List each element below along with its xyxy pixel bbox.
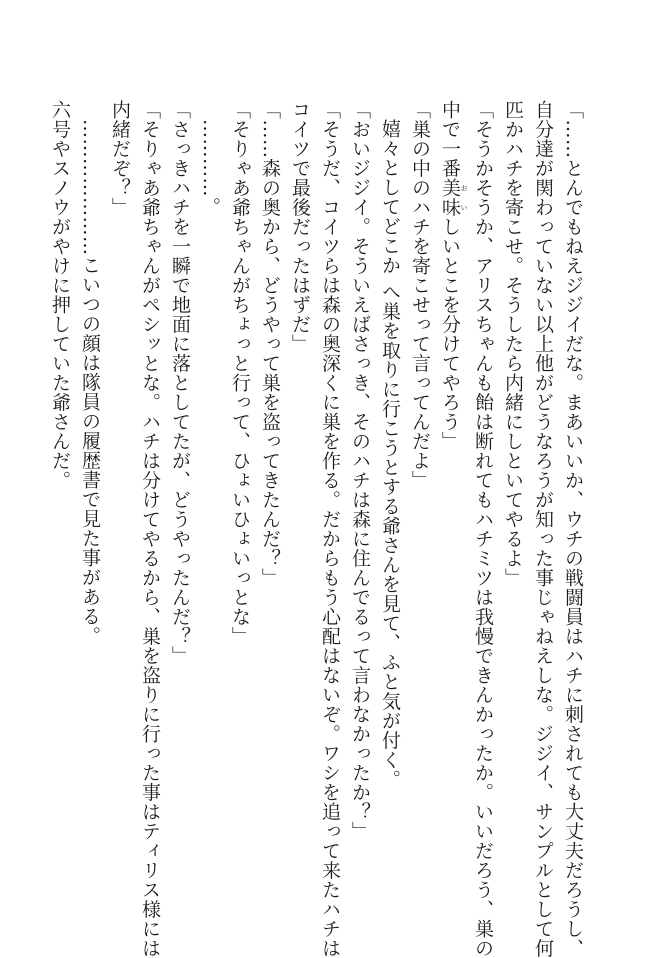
text-line: 六号やスノウがやけに押していた爺さんだ。 — [49, 100, 71, 490]
text-line: 「そりゃあ爺ちゃんがちょっと行って、ひょいひょいっとな」 — [229, 100, 251, 646]
vertical-text-block — [45, 100, 588, 958]
text-line: 「……森の奥から、どうやって巣を盗ってきたんだ？」 — [259, 100, 281, 588]
ruby-reading: おい — [460, 178, 468, 217]
text-line: 自分達が関わっていない以上他がどうなろうが知った事じゃねえしな。ジジイ、サンプルとして何 — [532, 100, 554, 958]
ruby-annotation — [439, 178, 468, 217]
text-line: 「おいジジイ。そういえばさっき、そのハチは森に住んでるって言わなかったか？」 — [349, 100, 371, 841]
text-line: 内緒だぞ？」 — [109, 100, 131, 217]
text-segment: 中で一番 — [439, 100, 461, 178]
ruby-base: 美味 — [439, 178, 461, 217]
text-line: 嬉々としてどこか へ巣を取りに行こうとする爺さんを見て、ふと気が付く。 — [379, 119, 401, 789]
text-line: 「……とんでもねえジジイだな。まあいいか、ウチの戦闘員はハチに刺されても大丈夫だろうし、 — [562, 100, 584, 958]
text-line: 「さっきハチを一瞬で地面に落としてたが、どうやったんだ？」 — [169, 100, 191, 666]
text-line-with-ruby — [435, 100, 468, 860]
text-line: 「そうかそうか、アリスちゃんも飴は断れてもハチミツは我慢できんかったか。いいだろう、巣の — [472, 100, 494, 958]
text-line: 匹かハチを寄こせ。そうしたら内緒にしといてやるよ」 — [502, 100, 524, 588]
text-line: 「巣の中のハチを寄こせって言ってんだよ」 — [409, 100, 431, 490]
text-line: コイツで最後だったはずだ」 — [289, 100, 311, 354]
text-line: 「そりゃあ爺ちゃんがペシッとな。ハチは分けてやるから、巣を盗りに行った事はティリス様には — [139, 100, 161, 958]
text-line: …………………こいつの顔は隊員の履歴書で見た事がある。 — [79, 119, 101, 646]
text-line: …………。 — [199, 119, 221, 217]
text-line: 「そうだ、コイツらは森の奥深くに巣を作る。だからもう心配はないぞ。ワシを追って来たハチは — [319, 100, 341, 958]
text-segment: しいとこを分けてやろう」 — [439, 217, 461, 451]
